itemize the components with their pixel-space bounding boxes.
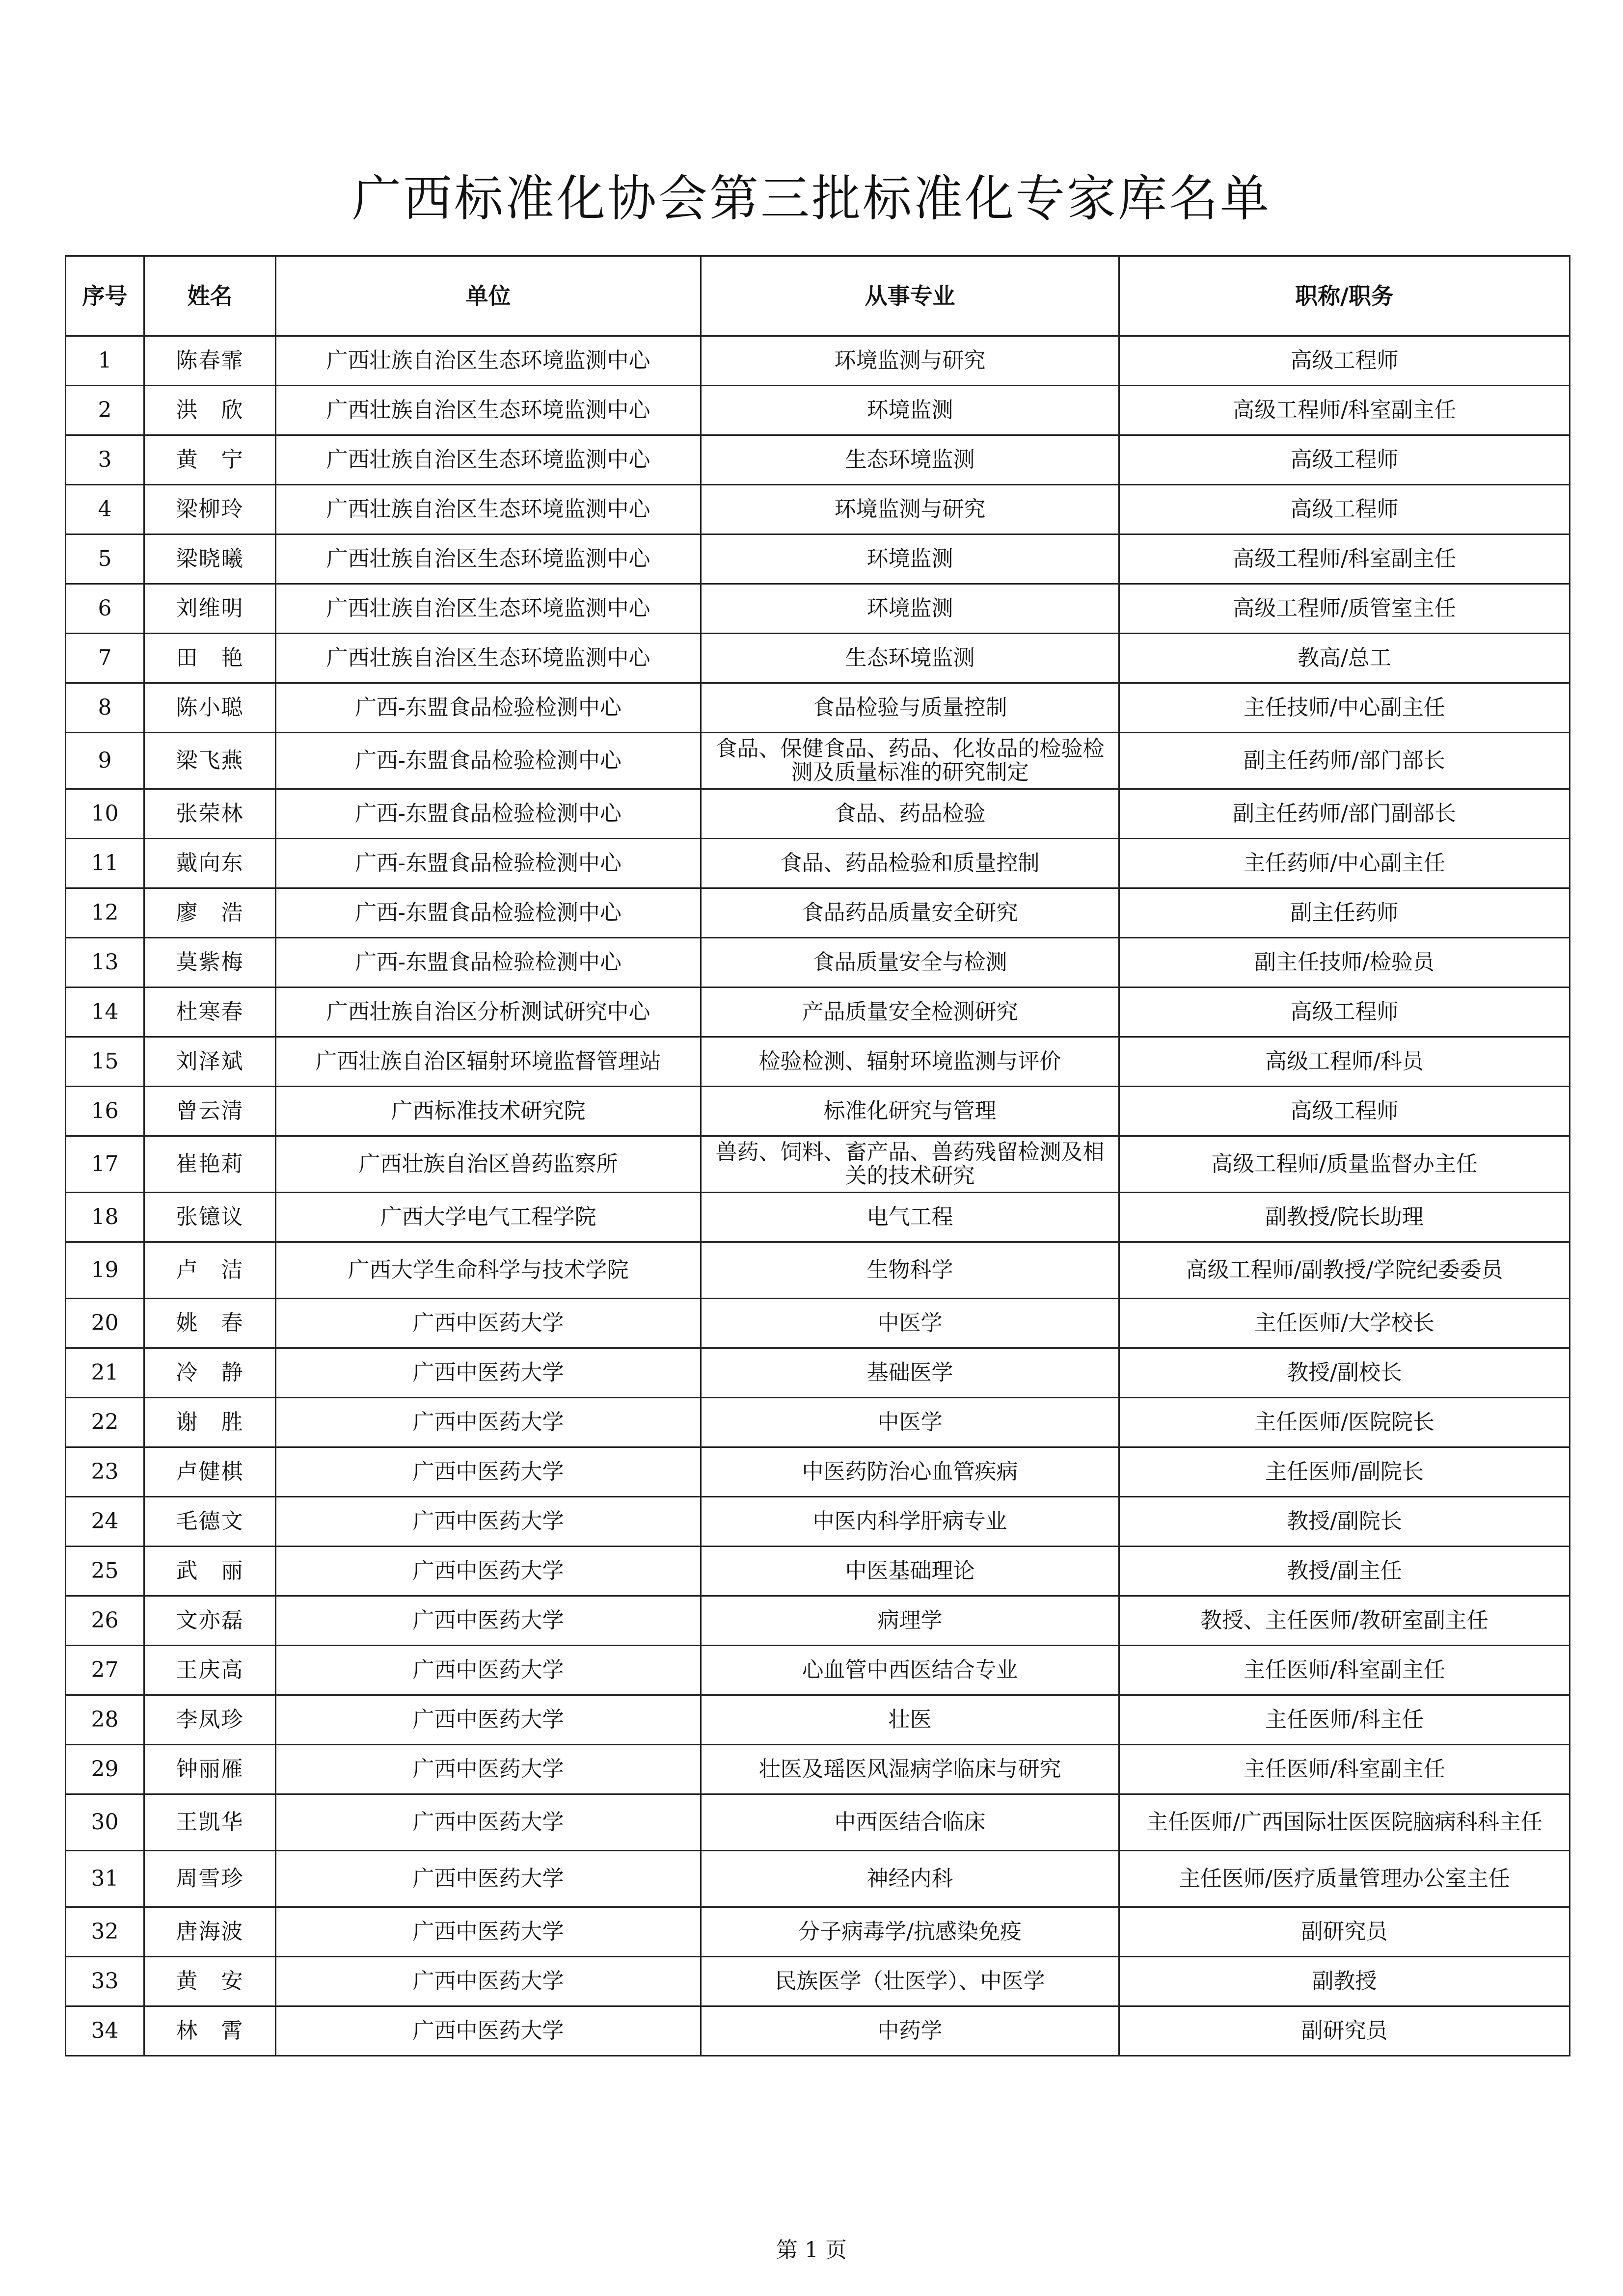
- cell-name: 卢健棋: [144, 1447, 276, 1497]
- cell-title: 高级工程师: [1119, 336, 1570, 386]
- table-row: [66, 386, 1570, 435]
- cell-title: 主任医师/医疗质量管理办公室主任: [1119, 1851, 1570, 1907]
- cell-major: 电气工程: [701, 1193, 1119, 1242]
- cell-title: 主任医师/副院长: [1119, 1447, 1570, 1497]
- cell-seq: 30: [66, 1794, 144, 1851]
- cell-title: 副研究员: [1119, 2006, 1570, 2056]
- cell-name: 毛德文: [144, 1497, 276, 1547]
- cell-unit: 广西壮族自治区生态环境监测中心: [276, 634, 701, 683]
- header-seq: 序号: [66, 256, 144, 336]
- cell-title: 高级工程师/科员: [1119, 1037, 1570, 1087]
- table-body: [66, 336, 1570, 2056]
- cell-unit: 广西中医药大学: [276, 1646, 701, 1695]
- cell-name: 杜寒春: [144, 988, 276, 1037]
- cell-title: 副主任药师/部门部长: [1119, 733, 1570, 789]
- table-row: [66, 1299, 1570, 1348]
- cell-name: 唐海波: [144, 1907, 276, 1957]
- cell-unit: 广西中医药大学: [276, 1794, 701, 1851]
- cell-name: 钟丽雁: [144, 1745, 276, 1794]
- cell-major: 基础医学: [701, 1348, 1119, 1398]
- cell-name: 林 霄: [144, 2006, 276, 2056]
- cell-unit: 广西壮族自治区生态环境监测中心: [276, 386, 701, 435]
- cell-major: 食品质量安全与检测: [701, 938, 1119, 988]
- cell-major: 环境监测: [701, 386, 1119, 435]
- cell-unit: 广西中医药大学: [276, 1745, 701, 1794]
- cell-name: 王庆高: [144, 1646, 276, 1695]
- table-row: [66, 1398, 1570, 1447]
- document-title: 广西标准化协会第三批标准化专家库名单: [352, 170, 1271, 227]
- cell-major: 民族医学（壮医学）、中医学: [701, 1957, 1119, 2006]
- cell-seq: 8: [66, 683, 144, 733]
- table-row: [66, 435, 1570, 485]
- cell-unit: 广西壮族自治区兽药监察所: [276, 1136, 701, 1193]
- cell-unit: 广西-东盟食品检验检测中心: [276, 839, 701, 888]
- table-row: [66, 1136, 1570, 1193]
- cell-seq: 34: [66, 2006, 144, 2056]
- cell-major: 食品、药品检验: [701, 789, 1119, 839]
- cell-title: 教授/副主任: [1119, 1547, 1570, 1596]
- cell-unit: 广西壮族自治区生态环境监测中心: [276, 485, 701, 534]
- cell-title: 主任医师/科室副主任: [1119, 1745, 1570, 1794]
- cell-major: 环境监测: [701, 584, 1119, 634]
- cell-seq: 3: [66, 435, 144, 485]
- cell-name: 张荣林: [144, 789, 276, 839]
- cell-seq: 25: [66, 1547, 144, 1596]
- cell-title: 高级工程师/质管室主任: [1119, 584, 1570, 634]
- cell-seq: 22: [66, 1398, 144, 1447]
- cell-unit: 广西壮族自治区生态环境监测中心: [276, 435, 701, 485]
- cell-title: 高级工程师/科室副主任: [1119, 386, 1570, 435]
- table-row: [66, 938, 1570, 988]
- table-row: [66, 1087, 1570, 1136]
- cell-seq: 27: [66, 1646, 144, 1695]
- cell-name: 陈春霏: [144, 336, 276, 386]
- cell-unit: 广西大学电气工程学院: [276, 1193, 701, 1242]
- cell-major: 生物科学: [701, 1242, 1119, 1299]
- cell-major: 食品、保健食品、药品、化妆品的检验检测及质量标准的研究制定: [701, 733, 1119, 789]
- cell-seq: 7: [66, 634, 144, 683]
- cell-seq: 21: [66, 1348, 144, 1398]
- cell-unit: 广西-东盟食品检验检测中心: [276, 733, 701, 789]
- cell-title: 副主任药师/部门副部长: [1119, 789, 1570, 839]
- cell-title: 教授/副校长: [1119, 1348, 1570, 1398]
- cell-name: 廖 浩: [144, 888, 276, 938]
- cell-name: 冷 静: [144, 1348, 276, 1398]
- header-name: 姓名: [144, 256, 276, 336]
- cell-seq: 1: [66, 336, 144, 386]
- cell-major: 壮医: [701, 1695, 1119, 1745]
- cell-major: 中药学: [701, 2006, 1119, 2056]
- cell-seq: 26: [66, 1596, 144, 1646]
- cell-unit: 广西壮族自治区生态环境监测中心: [276, 584, 701, 634]
- cell-name: 姚 春: [144, 1299, 276, 1348]
- cell-seq: 32: [66, 1907, 144, 1957]
- table-row: [66, 1497, 1570, 1547]
- cell-name: 刘泽斌: [144, 1037, 276, 1087]
- cell-name: 文亦磊: [144, 1596, 276, 1646]
- cell-major: 食品、药品检验和质量控制: [701, 839, 1119, 888]
- cell-unit: 广西中医药大学: [276, 1907, 701, 1957]
- cell-major: 食品检验与质量控制: [701, 683, 1119, 733]
- cell-seq: 12: [66, 888, 144, 938]
- cell-seq: 13: [66, 938, 144, 988]
- cell-major: 心血管中西医结合专业: [701, 1646, 1119, 1695]
- cell-title: 高级工程师/副教授/学院纪委委员: [1119, 1242, 1570, 1299]
- cell-major: 中医内科学肝病专业: [701, 1497, 1119, 1547]
- table-row: [66, 1745, 1570, 1794]
- table-row: [66, 1348, 1570, 1398]
- cell-name: 张镱议: [144, 1193, 276, 1242]
- table-row: [66, 683, 1570, 733]
- table-row: [66, 1646, 1570, 1695]
- cell-title: 高级工程师: [1119, 988, 1570, 1037]
- cell-seq: 6: [66, 584, 144, 634]
- cell-title: 主任医师/医院院长: [1119, 1398, 1570, 1447]
- cell-seq: 29: [66, 1745, 144, 1794]
- expert-roster-table-wrapper: [65, 255, 1569, 2056]
- cell-unit: 广西-东盟食品检验检测中心: [276, 888, 701, 938]
- cell-title: 主任药师/中心副主任: [1119, 839, 1570, 888]
- cell-seq: 23: [66, 1447, 144, 1497]
- cell-major: 神经内科: [701, 1851, 1119, 1907]
- cell-unit: 广西中医药大学: [276, 1398, 701, 1447]
- table-row: [66, 1447, 1570, 1497]
- cell-unit: 广西-东盟食品检验检测中心: [276, 789, 701, 839]
- cell-major: 壮医及瑶医风湿病学临床与研究: [701, 1745, 1119, 1794]
- cell-major: 环境监测与研究: [701, 336, 1119, 386]
- cell-unit: 广西中医药大学: [276, 2006, 701, 2056]
- cell-name: 曾云清: [144, 1087, 276, 1136]
- cell-unit: 广西-东盟食品检验检测中心: [276, 683, 701, 733]
- cell-major: 产品质量安全检测研究: [701, 988, 1119, 1037]
- cell-major: 病理学: [701, 1596, 1119, 1646]
- cell-seq: 9: [66, 733, 144, 789]
- table-row: [66, 988, 1570, 1037]
- cell-unit: 广西中医药大学: [276, 1497, 701, 1547]
- cell-name: 谢 胜: [144, 1398, 276, 1447]
- cell-unit: 广西中医药大学: [276, 1851, 701, 1907]
- table-row: [66, 1907, 1570, 1957]
- header-major: 从事专业: [701, 256, 1119, 336]
- cell-name: 黄 安: [144, 1957, 276, 2006]
- table-row: [66, 584, 1570, 634]
- cell-unit: 广西标准技术研究院: [276, 1087, 701, 1136]
- cell-title: 副教授: [1119, 1957, 1570, 2006]
- cell-major: 生态环境监测: [701, 634, 1119, 683]
- cell-major: 中医基础理论: [701, 1547, 1119, 1596]
- table-row: [66, 789, 1570, 839]
- cell-seq: 2: [66, 386, 144, 435]
- cell-major: 中医药防治心血管疾病: [701, 1447, 1119, 1497]
- cell-name: 卢 洁: [144, 1242, 276, 1299]
- cell-name: 田 艳: [144, 634, 276, 683]
- cell-seq: 11: [66, 839, 144, 888]
- cell-seq: 19: [66, 1242, 144, 1299]
- cell-seq: 31: [66, 1851, 144, 1907]
- cell-title: 主任技师/中心副主任: [1119, 683, 1570, 733]
- cell-title: 主任医师/科室副主任: [1119, 1646, 1570, 1695]
- cell-name: 陈小聪: [144, 683, 276, 733]
- table-row: [66, 634, 1570, 683]
- cell-title: 教高/总工: [1119, 634, 1570, 683]
- cell-name: 王凯华: [144, 1794, 276, 1851]
- cell-seq: 16: [66, 1087, 144, 1136]
- cell-name: 梁晓曦: [144, 534, 276, 584]
- cell-title: 教授/副院长: [1119, 1497, 1570, 1547]
- cell-major: 检验检测、辐射环境监测与评价: [701, 1037, 1119, 1087]
- cell-major: 中西医结合临床: [701, 1794, 1119, 1851]
- cell-seq: 15: [66, 1037, 144, 1087]
- cell-seq: 17: [66, 1136, 144, 1193]
- table-row: [66, 485, 1570, 534]
- table-row: [66, 1242, 1570, 1299]
- cell-unit: 广西中医药大学: [276, 1299, 701, 1348]
- table-row: [66, 1193, 1570, 1242]
- cell-name: 刘维明: [144, 584, 276, 634]
- cell-title: 主任医师/科主任: [1119, 1695, 1570, 1745]
- cell-unit: 广西壮族自治区生态环境监测中心: [276, 336, 701, 386]
- cell-title: 高级工程师: [1119, 485, 1570, 534]
- cell-title: 高级工程师/质量监督办主任: [1119, 1136, 1570, 1193]
- cell-name: 戴向东: [144, 839, 276, 888]
- cell-seq: 33: [66, 1957, 144, 2006]
- cell-title: 副主任技师/检验员: [1119, 938, 1570, 988]
- cell-unit: 广西-东盟食品检验检测中心: [276, 938, 701, 988]
- cell-name: 梁飞燕: [144, 733, 276, 789]
- table-row: [66, 1037, 1570, 1087]
- cell-seq: 24: [66, 1497, 144, 1547]
- cell-major: 中医学: [701, 1299, 1119, 1348]
- page-number: 第 1 页: [776, 2238, 847, 2263]
- cell-name: 洪 欣: [144, 386, 276, 435]
- cell-name: 黄 宁: [144, 435, 276, 485]
- cell-title: 高级工程师/科室副主任: [1119, 534, 1570, 584]
- table-row: [66, 1851, 1570, 1907]
- table-row: [66, 839, 1570, 888]
- cell-major: 兽药、饲料、畜产品、兽药残留检测及相关的技术研究: [701, 1136, 1119, 1193]
- cell-seq: 28: [66, 1695, 144, 1745]
- cell-unit: 广西中医药大学: [276, 1957, 701, 2006]
- cell-name: 武 丽: [144, 1547, 276, 1596]
- cell-seq: 4: [66, 485, 144, 534]
- cell-unit: 广西中医药大学: [276, 1596, 701, 1646]
- cell-unit: 广西中医药大学: [276, 1348, 701, 1398]
- cell-title: 副教授/院长助理: [1119, 1193, 1570, 1242]
- cell-unit: 广西中医药大学: [276, 1447, 701, 1497]
- cell-name: 李凤珍: [144, 1695, 276, 1745]
- cell-seq: 18: [66, 1193, 144, 1242]
- cell-major: 环境监测: [701, 534, 1119, 584]
- cell-name: 梁柳玲: [144, 485, 276, 534]
- cell-title: 副研究员: [1119, 1907, 1570, 1957]
- table-header-row: [66, 256, 1570, 336]
- table-row: [66, 1596, 1570, 1646]
- table-row: [66, 1547, 1570, 1596]
- expert-roster-table: [65, 255, 1570, 2056]
- cell-title: 高级工程师: [1119, 435, 1570, 485]
- table-row: [66, 2006, 1570, 2056]
- cell-title: 高级工程师: [1119, 1087, 1570, 1136]
- cell-title: 主任医师/广西国际壮医医院脑病科科主任: [1119, 1794, 1570, 1851]
- table-row: [66, 534, 1570, 584]
- cell-major: 生态环境监测: [701, 435, 1119, 485]
- cell-name: 崔艳莉: [144, 1136, 276, 1193]
- cell-name: 莫紫梅: [144, 938, 276, 988]
- table-row: [66, 888, 1570, 938]
- cell-unit: 广西中医药大学: [276, 1695, 701, 1745]
- table-row: [66, 733, 1570, 789]
- cell-title: 教授、主任医师/教研室副主任: [1119, 1596, 1570, 1646]
- cell-seq: 10: [66, 789, 144, 839]
- cell-major: 中医学: [701, 1398, 1119, 1447]
- cell-title: 副主任药师: [1119, 888, 1570, 938]
- header-unit: 单位: [276, 256, 701, 336]
- cell-major: 分子病毒学/抗感染免疫: [701, 1907, 1119, 1957]
- cell-name: 周雪珍: [144, 1851, 276, 1907]
- cell-seq: 5: [66, 534, 144, 584]
- cell-major: 环境监测与研究: [701, 485, 1119, 534]
- cell-major: 食品药品质量安全研究: [701, 888, 1119, 938]
- cell-unit: 广西中医药大学: [276, 1547, 701, 1596]
- cell-seq: 20: [66, 1299, 144, 1348]
- cell-title: 主任医师/大学校长: [1119, 1299, 1570, 1348]
- table-row: [66, 1957, 1570, 2006]
- table-row: [66, 336, 1570, 386]
- cell-unit: 广西壮族自治区生态环境监测中心: [276, 534, 701, 584]
- cell-unit: 广西壮族自治区辐射环境监督管理站: [276, 1037, 701, 1087]
- header-title: 职称/职务: [1119, 256, 1570, 336]
- cell-seq: 14: [66, 988, 144, 1037]
- cell-unit: 广西大学生命科学与技术学院: [276, 1242, 701, 1299]
- table-row: [66, 1695, 1570, 1745]
- cell-unit: 广西壮族自治区分析测试研究中心: [276, 988, 701, 1037]
- table-row: [66, 1794, 1570, 1851]
- cell-major: 标准化研究与管理: [701, 1087, 1119, 1136]
